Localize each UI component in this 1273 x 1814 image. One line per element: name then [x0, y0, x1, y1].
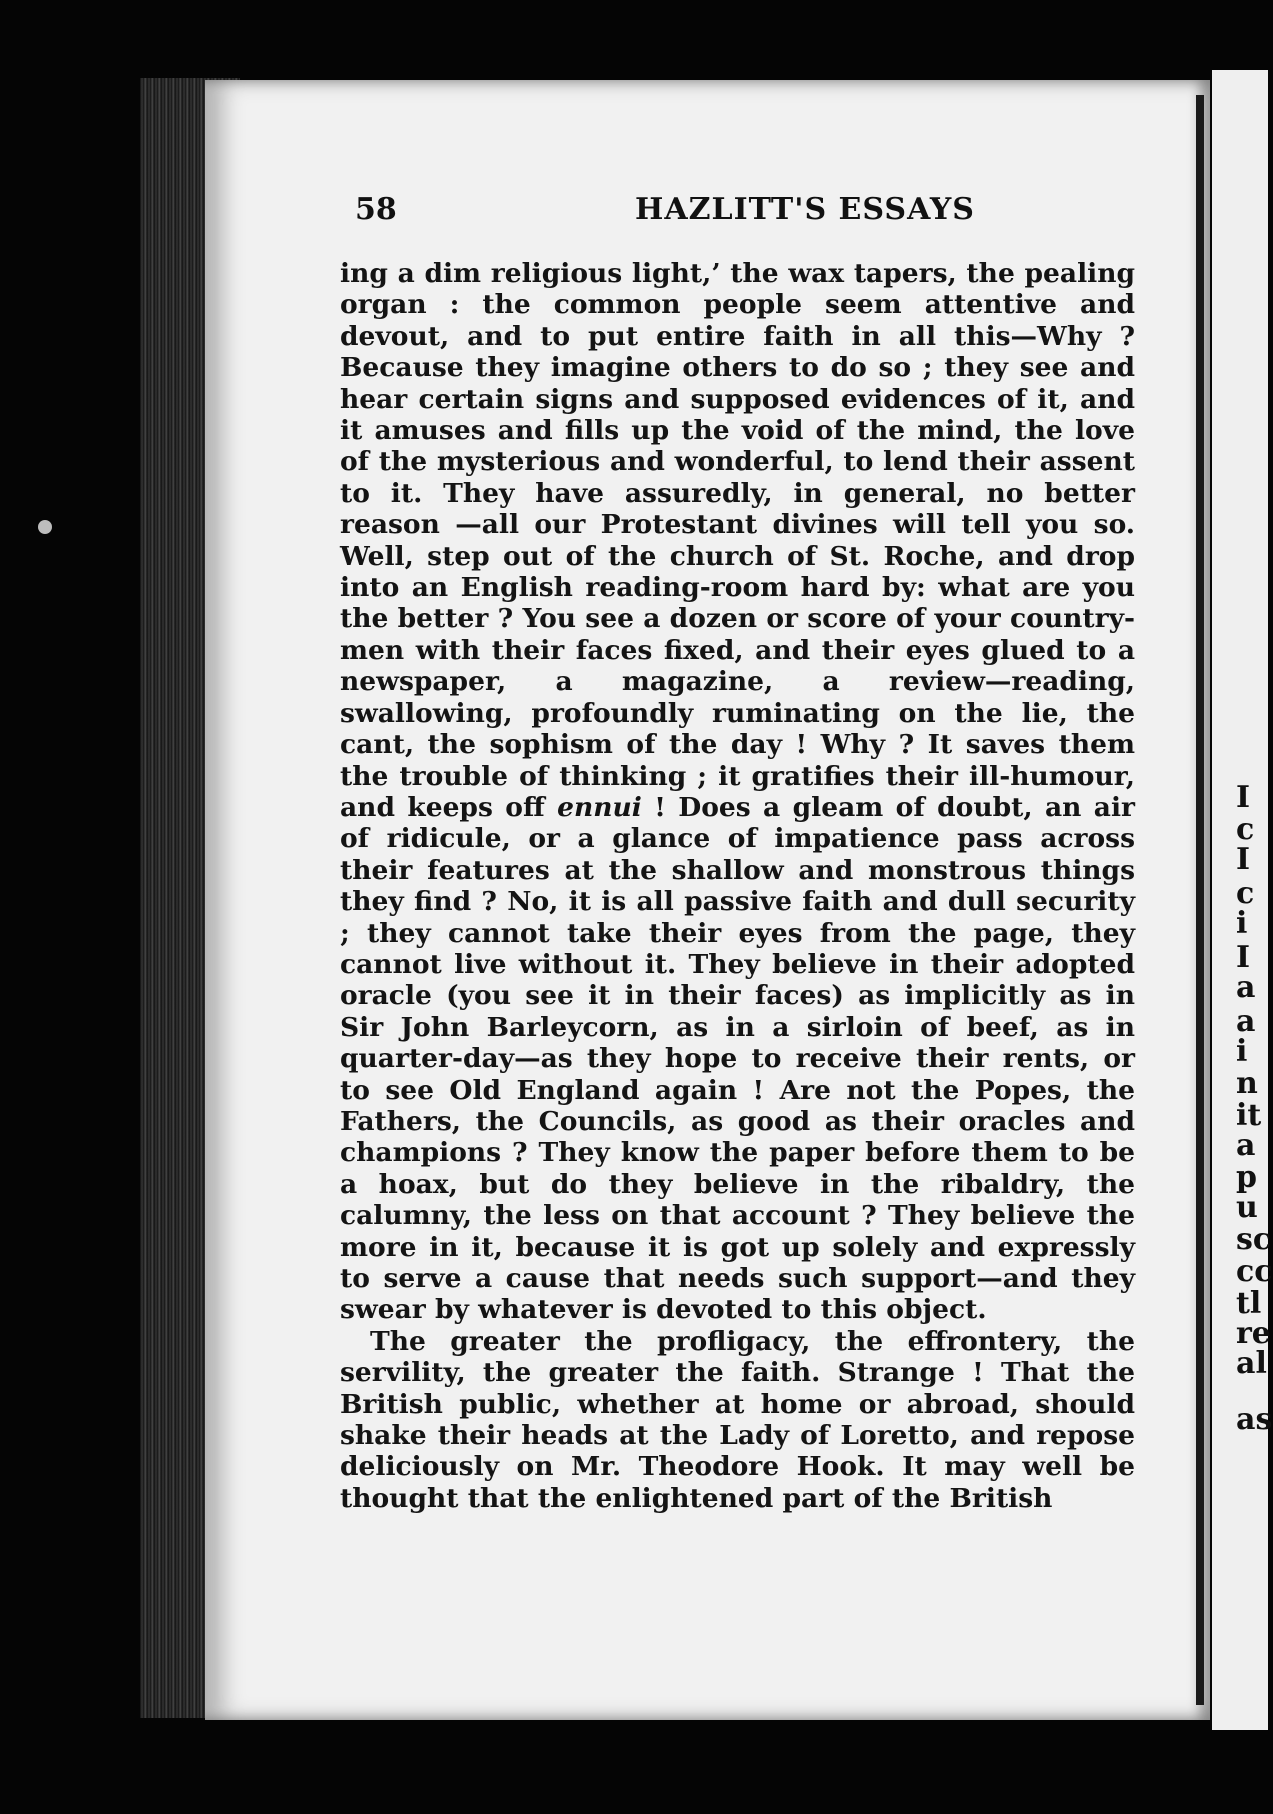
page-number: 58 [355, 192, 397, 227]
facing-page-letter: p [1236, 1160, 1257, 1195]
facing-page-letter: I [1236, 780, 1251, 815]
paragraph-1 [340, 258, 1135, 1326]
facing-page-letter: as [1236, 1402, 1273, 1437]
page-header [355, 192, 1135, 236]
body-text [340, 258, 1135, 1514]
facing-page-letter: i [1236, 1034, 1248, 1069]
facing-page-letter: it [1236, 1098, 1262, 1133]
facing-page-letter: sc [1236, 1222, 1272, 1257]
facing-page-letter: c [1236, 876, 1255, 911]
paragraph-2: The greater the profligacy, the effrontery, the servility, the greater the faith. Strange ! That the British public, whether at home or abroad, should shake their heads at the Lady of Loretto, and repose deliciously on Mr. Theodore Hook. It may well be thought that the enlightened part of the British [340, 1325, 1135, 1514]
scan-blemish [38, 520, 52, 534]
facing-page-letter: c [1236, 812, 1255, 847]
facing-page-letter: a [1236, 1128, 1256, 1163]
facing-page-letters [1212, 70, 1273, 1730]
running-head: HAZLITT'S ESSAYS [635, 192, 975, 227]
italic-word: ennui [557, 791, 642, 823]
facing-page-letter: cc [1236, 1254, 1273, 1289]
facing-page-letter: a [1236, 1004, 1256, 1039]
facing-page-letter: a [1236, 970, 1256, 1005]
page-gutter-shadow [1196, 95, 1204, 1705]
facing-page-letter: I [1236, 842, 1251, 877]
facing-page-letter: n [1236, 1066, 1258, 1101]
paragraph-1-start: ing a dim religious light,’ the wax tapers, the pealing organ : the common people seem attentive and devout, and to put entire faith in all this—Why ? Because they imagine others to do so ; they see and hear certain signs and supposed evidences of it, and it amuses and fills up the void of the mind, the love of the mysterious and wonderful, to lend their assent to it. They have assuredly, in general, no better reason —all our Protestant divines will tell you so. Well, step out of the church of St. Roche, and drop into an English reading-room hard by: what are you the better ? You see a dozen or score of your country-men with their faces fixed, and their eyes glued to a newspaper, a magazine, a review—reading, swallowing, profoundly ruminating on the lie, the cant, the sophism of the day ! Why ? It saves them the trouble of thinking ; it gratifies their ill-humour, and keeps off [340, 258, 1135, 823]
facing-page-letter: tl [1236, 1286, 1262, 1321]
facing-page-letter: al [1236, 1346, 1267, 1381]
facing-page-letter: u [1236, 1190, 1258, 1225]
facing-page [1212, 70, 1273, 1730]
paragraph-1-end: ! Does a gleam of doubt, an air of ridicule, or a glance of impatience pass across their features at the shallow and monstrous things they find ? No, it is all passive faith and dull security ; they cannot take their eyes from the page, they cannot live without it. They believe in their adopted oracle (you see it in their faces) as implicitly as in Sir John Barleycorn, as in a sirloin of beef, as in quarter-day—as they hope to receive their rents, or to see Old England again ! Are not the Popes, the Fathers, the Councils, as good as their oracles and champions ? They know the paper before them to be a hoax, but do they believe in the ribaldry, the calumny, the less on that account ? They believe the more in it, because it is got up solely and expressly to serve a cause that needs such support—and they swear by whatever is devoted to this object. [340, 791, 1135, 1326]
facing-page-letter: re [1236, 1316, 1271, 1351]
facing-page-letter: i [1236, 906, 1248, 941]
facing-page-letter: I [1236, 940, 1251, 975]
